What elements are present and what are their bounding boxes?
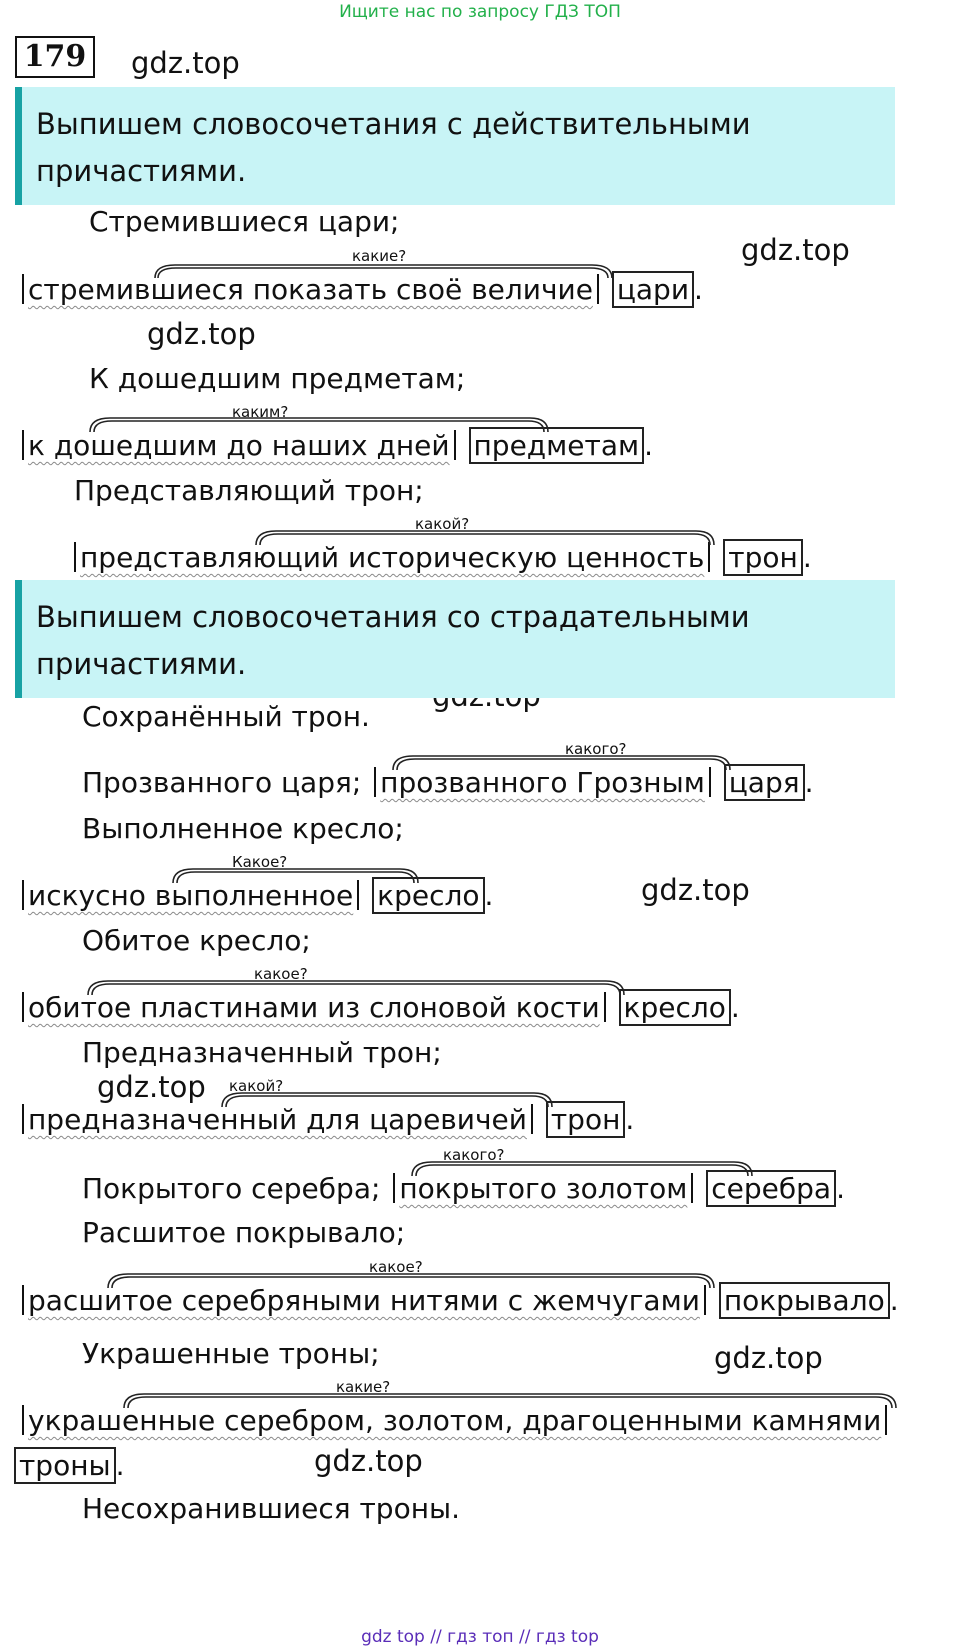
question-label: какие? [352,247,407,265]
bracket-bar [22,880,24,910]
period: . [802,541,812,574]
period: . [836,1172,845,1205]
watermark: gdz.top [741,233,850,267]
main-word-box: царя [724,764,805,801]
task-number: 179 [15,36,95,78]
main-word-box: цари [612,271,694,308]
phrase-line: Представляющий трон; [74,474,424,507]
example-line [18,879,493,912]
watermark: gdz.top [97,1070,206,1104]
bracket-bar [22,1405,24,1435]
bracket-bar [74,542,76,572]
dependent-words: предназначенный для царевичей [28,1103,527,1136]
bracket-bar [597,274,599,304]
main-word-box: предметам [469,427,645,464]
top-banner[interactable]: Ищите нас по запросу ГДЗ ТОП [339,2,621,22]
example-line-continued [14,1449,125,1482]
period: . [484,879,494,912]
question-label: какого? [443,1146,505,1164]
dependent-words: расшитое серебряными нитями с жемчугами [28,1284,700,1317]
example-line [82,766,813,799]
period: . [889,1284,899,1317]
question-label: какое? [254,965,308,983]
phrase-line: Предназначенный трон; [82,1036,442,1069]
bracket-bar [22,1285,24,1315]
phrase-text: Покрытого серебра; [82,1172,381,1205]
period: . [730,991,740,1024]
watermark: gdz.top [641,873,750,907]
section-heading-text: Выпишем словосочетания со страдательными причастиями. [36,600,750,681]
dependent-words: к дошедшим до наших дней [28,429,450,462]
period: . [625,1103,635,1136]
main-word-box: троны [14,1447,116,1484]
bracket-bar [708,542,710,572]
section-heading-text: Выпишем словосочетания с действительными причастиями. [36,107,751,188]
dependent-words: искусно выполненное [28,879,354,912]
bracket-bar [22,274,24,304]
phrase-line: Выполненное кресло; [82,812,404,845]
question-label: каким? [232,403,289,421]
main-word-box: кресло [372,877,484,914]
dependent-words: покрытого золотом [399,1172,688,1205]
dependent-words: обитое пластинами из слоновой кости [28,991,600,1024]
bracket-bar [454,430,456,460]
bracket-bar [531,1104,533,1134]
phrase-text: Прозванного царя; [82,766,362,799]
phrase-line: Сохранённый трон. [82,700,370,733]
section-heading-active [15,87,895,205]
bracket-bar [709,767,711,797]
phrase-line: Украшенные троны; [82,1337,380,1370]
example-line [18,991,740,1024]
main-word-box: кресло [619,989,731,1026]
question-label: какого? [565,740,627,758]
phrase-line: Стремившиеся цари; [89,205,400,238]
watermark: gdz.top [714,1341,823,1375]
question-label: какие? [336,1378,391,1396]
phrase-line: Обитое кресло; [82,924,311,957]
example-line [18,273,703,306]
main-word-box: трон [546,1101,626,1138]
period: . [694,273,703,306]
bracket-bar [885,1405,887,1435]
example-line [70,541,812,574]
bracket-bar [357,880,359,910]
bracket-bar [604,992,606,1022]
question-label: какой? [229,1077,284,1095]
phrase-line: Несохранившиеся троны. [82,1492,461,1525]
section-heading-passive [15,580,895,698]
dependent-words: стремившиеся показать своё величие [28,273,593,306]
main-word-box: покрывало [719,1282,890,1319]
period: . [804,766,814,799]
main-word-box: трон [723,539,803,576]
bracket-bar [22,430,24,460]
main-word-box: серебра [706,1170,836,1207]
dependent-words: представляющий историческую ценность [80,541,705,574]
watermark: gdz.top [314,1444,423,1478]
watermark: gdz.top [131,46,240,80]
footer-links[interactable]: gdz top // гдз топ // гдз top [361,1627,599,1647]
example-line [18,1404,891,1437]
example-line [82,1172,845,1205]
example-line [18,1103,634,1136]
example-line [18,429,653,462]
dependent-words: украшенные серебром, золотом, драгоценными камнями [28,1404,882,1437]
period: . [644,429,654,462]
example-line [18,1284,899,1317]
phrase-line: К дошедшим предметам; [89,362,466,395]
question-label: какое? [369,1258,423,1276]
question-label: какой? [415,515,470,533]
bracket-bar [22,1104,24,1134]
bracket-bar [704,1285,706,1315]
dependent-words: прозванного Грозным [380,766,705,799]
phrase-line: Расшитое покрывало; [82,1216,406,1249]
watermark: gdz.top [147,317,256,351]
bracket-bar [22,992,24,1022]
bracket-bar [691,1173,693,1203]
question-label: Какое? [232,853,288,871]
period: . [115,1449,125,1482]
bracket-bar [393,1173,395,1203]
bracket-bar [374,767,376,797]
